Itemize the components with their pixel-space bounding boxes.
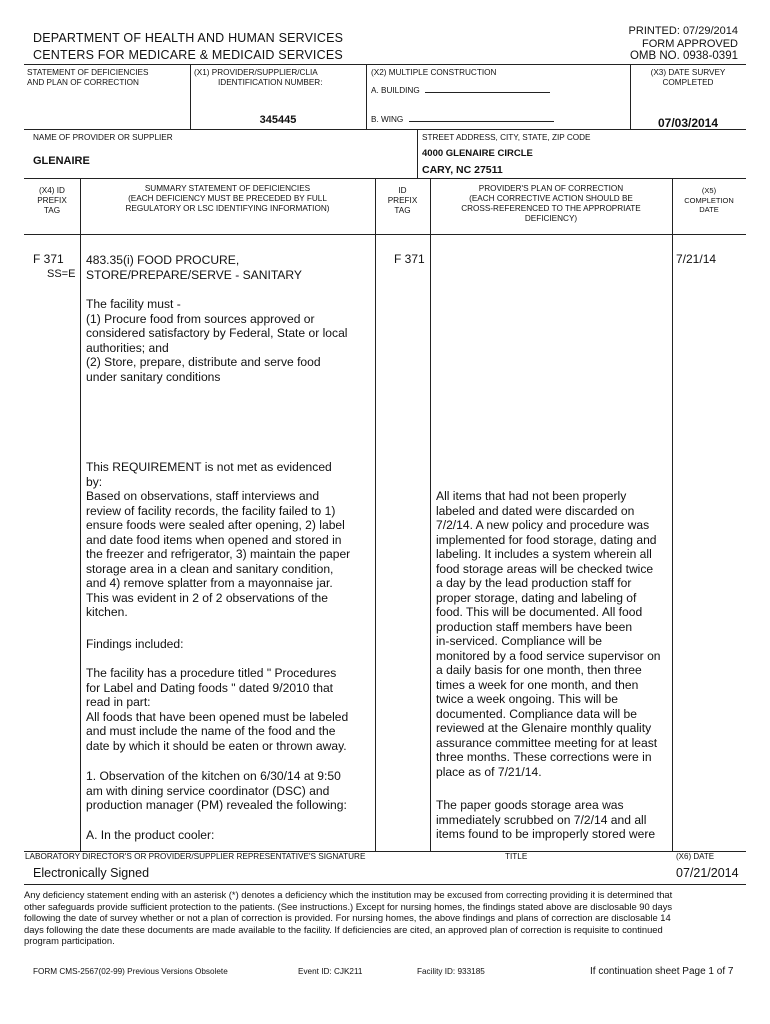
item-a: A. In the product cooler: (86, 828, 215, 842)
x4-header-line3: TAG (43, 206, 61, 215)
x1-label-line2: IDENTIFICATION NUMBER: (218, 78, 323, 87)
statement-label-line2: AND PLAN OF CORRECTION (27, 78, 139, 87)
x2-label: (X2) MULTIPLE CONSTRUCTION (371, 68, 497, 77)
provider-id-label (194, 68, 364, 88)
id-header-line2: PREFIX (387, 196, 418, 205)
x4-header (24, 186, 80, 216)
address-label: STREET ADDRESS, CITY, STATE, ZIP CODE (422, 133, 591, 142)
continuation-page: If continuation sheet Page 1 of 7 (590, 966, 734, 977)
x5-header-line2: COMPLETION (684, 195, 734, 205)
summary-header-line1: SUMMARY STATEMENT OF DEFICIENCIES (144, 184, 311, 193)
completion-date: 7/21/14 (676, 252, 717, 266)
signature-date: 07/21/2014 (676, 866, 739, 880)
disclaimer-text: Any deficiency statement ending with an asterisk (*) denotes a deficiency which the institution may be excused from correcting providing it is determined that other safeguards provide sufficient protection to the patients. (See instructions.) Except for nursing homes, the findings stated above are disclosable 90 days following the date of survey whether or not a plan of correction is provided. For nursing homes, the above findings and plans of correction are disclosable 14 days following the date these documents are made available to the facility. If deficiencies are cited, an approved plan of correction is requisite to continued program participation. (24, 889, 673, 947)
plan-header-line1: PROVIDER'S PLAN OF CORRECTION (478, 184, 624, 193)
agency-name: DEPARTMENT OF HEALTH AND HUMAN SERVICES (33, 31, 344, 45)
id-header (375, 186, 430, 216)
facility-id: Facility ID: 933185 (417, 967, 485, 976)
plan-header-line2: (EACH CORRECTIVE ACTION SHOULD BE (469, 194, 633, 203)
wing-label: B. WING (371, 115, 404, 124)
plan-header (430, 184, 672, 224)
x3-label-line1: (X3) DATE SURVEY (650, 68, 726, 77)
building-label: A. BUILDING (371, 86, 420, 95)
building-underline (425, 84, 550, 93)
form-number: FORM CMS-2567(02-99) Previous Versions Obsolete (33, 967, 228, 976)
x5-header-line3: DATE (699, 205, 719, 214)
id-header-line3: TAG (394, 206, 411, 215)
signature-value: Electronically Signed (33, 866, 150, 880)
id-prefix-tag: F 371 (394, 252, 425, 266)
wing-underline (409, 113, 554, 122)
x6-date-label: (X6) DATE (676, 852, 715, 861)
plan-header-line3: CROSS-REFERENCED TO THE APPROPRIATE (461, 204, 641, 213)
scope-severity: SS=E (47, 268, 76, 280)
statement-label-line1: STATEMENT OF DEFICIENCIES (27, 68, 149, 77)
x2-building (371, 84, 550, 96)
procedure-text: The facility has a procedure titled " Procedures for Label and Dating foods " dated 9/2010 that read in part: All foods that have been opened must be labeled and must include the name of the food and the date by which it should be eaten or thrown away. (86, 666, 349, 753)
provider-name-label: NAME OF PROVIDER OR SUPPLIER (33, 133, 173, 142)
form-approved: FORM APPROVED (642, 38, 738, 50)
signature-label: LABORATORY DIRECTOR'S OR PROVIDER/SUPPLIER REPRESENTATIVE'S SIGNATURE (25, 852, 366, 861)
finding-text: This REQUIREMENT is not met as evidenced by: Based on observations, staff interviews and review of facility records, the facility failed to 1) ensure foods were sealed after opening, 2) label and date food items when opened and stored in the freezer and refrigerator, 3) maintain the paper storage area in a clean and sanitary condition, and 4) remove splatter from a mayonnaise jar. This was evident in 2 of 2 observations of the kitchen. (86, 460, 351, 619)
summary-header-line2: (EACH DEFICIENCY MUST BE PRECEDED BY FULL (128, 194, 327, 203)
findings-included: Findings included: (86, 637, 184, 651)
survey-date: 07/03/2014 (657, 116, 719, 130)
x4-header-line2: PREFIX (37, 196, 67, 205)
x5-header (672, 186, 746, 215)
prefix-tag: F 371 (33, 252, 64, 266)
printed-date: PRINTED: 07/29/2014 (628, 25, 738, 37)
agency-subname: CENTERS FOR MEDICARE & MEDICAID SERVICES (33, 48, 343, 62)
event-id: Event ID: CJK211 (298, 967, 363, 976)
id-header-line1: ID (398, 186, 407, 195)
x2-wing (371, 113, 554, 125)
x4-header-line1: (X4) ID (39, 186, 65, 195)
observation-text: 1. Observation of the kitchen on 6/30/14 at 9:50 am with dining service coordinator (DSC) and production manager (PM) revealed the following: (86, 769, 347, 812)
street-address: 4000 GLENAIRE CIRCLE (422, 148, 533, 159)
provider-name: GLENAIRE (33, 155, 90, 167)
summary-header-line3: REGULATORY OR LSC IDENTIFYING INFORMATION) (125, 204, 330, 213)
omb-number: OMB NO. 0938-0391 (629, 50, 738, 62)
x1-label-line1: (X1) PROVIDER/SUPPLIER/CLIA (194, 68, 318, 77)
regulation-title: 483.35(i) FOOD PROCURE, STORE/PREPARE/SERVE - SANITARY (86, 253, 302, 282)
plan-paragraph-2: The paper goods storage area was immediately scrubbed on 7/2/14 and all items found to be improperly stored were (436, 798, 656, 841)
x3-label (630, 68, 746, 88)
statement-label (27, 68, 148, 88)
summary-header (80, 184, 375, 214)
x5-header-line1: (X5) (701, 186, 717, 195)
title-label: TITLE (505, 852, 528, 861)
provider-id-value: 345445 (259, 114, 297, 126)
city-state-zip: CARY, NC 27511 (422, 164, 503, 176)
x3-label-line2: COMPLETED (662, 78, 714, 87)
regulation-text: The facility must - (1) Procure food from sources approved or considered satisfactory by Federal, State or local authorities; and (2) Store, prepare, distribute and serve food under sanitary conditions (86, 297, 348, 384)
plan-paragraph-1: All items that had not been properly labeled and dated were discarded on 7/2/14. A new policy and procedure was implemented for food storage, dating and labeling. It includes a system wherein all food storage areas will be checked twice a day by the lead production staff for proper storage, dating and labeling of food. This will be documented. All food production staff members have been in-serviced. Compliance will be monitored by a food service supervisor on a daily basis for one month, then three times a week for one month, and then twice a week ongoing. This will be documented. Compliance data will be reviewed at the Glenaire monthly quality assurance committee meeting for at least three months. These corrections were in place as of 7/21/14. (436, 489, 661, 779)
plan-header-line4: DEFICIENCY) (524, 214, 578, 223)
